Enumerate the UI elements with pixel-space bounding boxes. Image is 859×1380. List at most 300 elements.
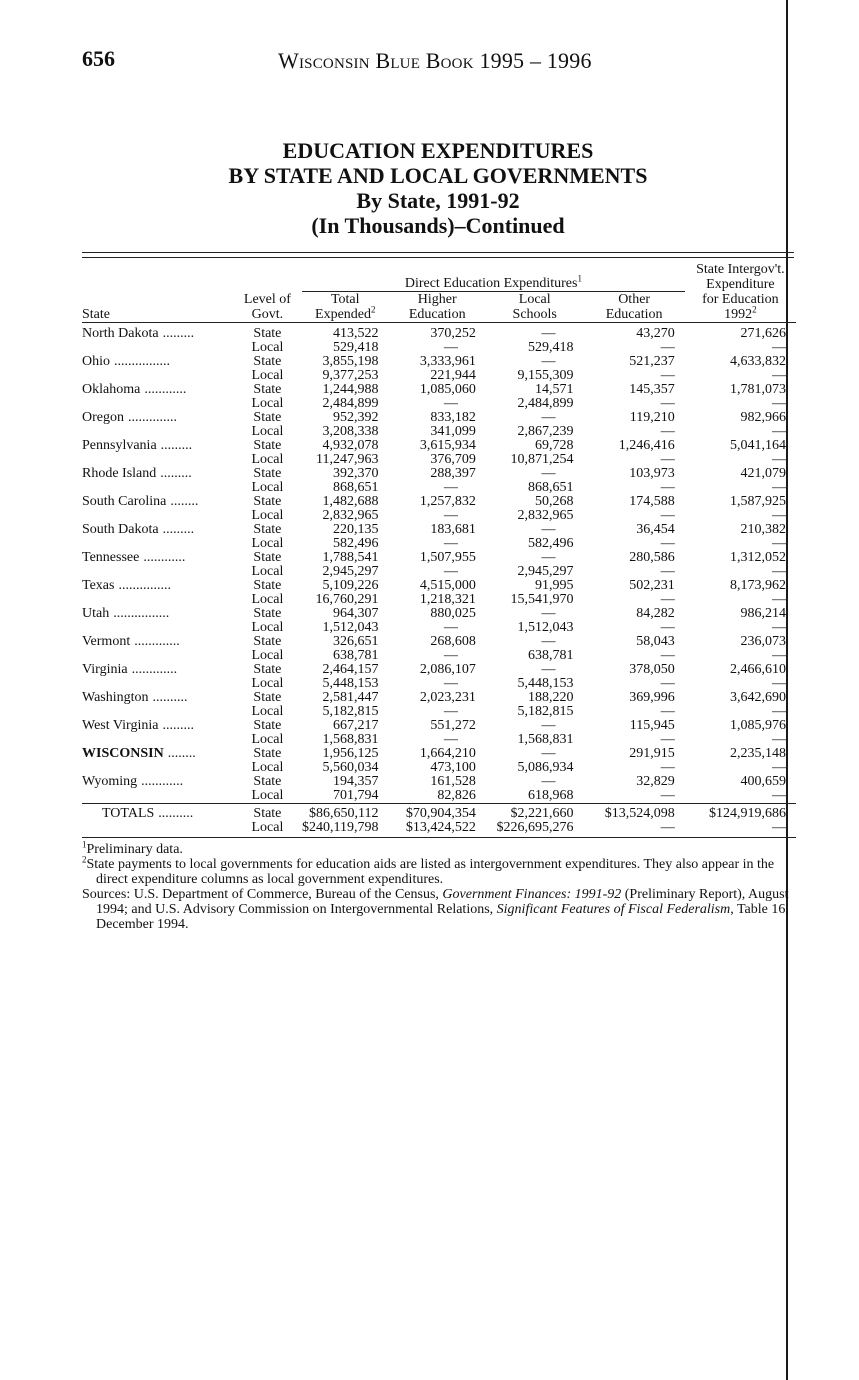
cell-intergov: 1,085,976 — [730, 718, 786, 733]
cell-level: Local — [251, 788, 284, 803]
col-intergov-line-1: State Intergov't. Expenditure — [696, 261, 785, 292]
cell-intergov: 210,382 — [740, 522, 786, 537]
cell-level: Local — [251, 452, 284, 467]
table-row — [82, 691, 796, 705]
table-row — [82, 397, 796, 411]
cell-total: 2,464,157 — [322, 662, 379, 677]
table-row — [82, 593, 796, 607]
cell-state: Ohio ................ — [82, 354, 170, 369]
cell-intergov: — — [772, 648, 786, 663]
table-row — [82, 775, 796, 789]
cell-other: 36,454 — [636, 522, 675, 537]
cell-other: 58,043 — [636, 634, 675, 649]
table-row — [82, 804, 796, 822]
cell-higher: — — [443, 396, 458, 411]
cell-state — [82, 621, 233, 635]
cell-state: Rhode Island ......... — [82, 466, 192, 481]
table-row — [82, 551, 796, 565]
cell-higher: — — [443, 340, 458, 355]
cell-total: 701,794 — [333, 788, 379, 803]
col-level: Level of Govt. — [233, 292, 302, 323]
table-row — [82, 607, 796, 621]
cell-other: — — [660, 340, 675, 355]
cell-local: 91,995 — [535, 578, 574, 593]
cell-intergov: — — [772, 760, 786, 775]
cell-local: 5,448,153 — [517, 676, 574, 691]
table-row — [82, 495, 796, 509]
cell-intergov: — — [772, 732, 786, 747]
top-rule-2 — [82, 257, 794, 258]
cell-other: 103,973 — [629, 466, 675, 481]
cell-total: 326,651 — [333, 634, 379, 649]
cell-level: State — [253, 634, 282, 649]
cell-state: Pennsylvania ......... — [82, 438, 193, 453]
running-head-text: Wisconsin Blue Book 1995 – 1996 — [278, 48, 592, 73]
cell-higher: $70,904,354 — [389, 804, 486, 822]
cell-local: $2,221,660 — [486, 804, 584, 822]
cell-state — [82, 369, 233, 383]
cell-local: — — [541, 550, 556, 565]
cell-level: State — [253, 662, 282, 677]
cell-state: Oklahoma ............ — [82, 382, 187, 397]
cell-state — [82, 789, 233, 804]
cell-level: State — [253, 718, 282, 733]
cell-higher: — — [443, 676, 458, 691]
cell-state: WISCONSIN ........ — [82, 746, 196, 761]
cell-total: 868,651 — [333, 480, 379, 495]
cell-intergov: 2,466,610 — [730, 662, 786, 677]
cell-state: South Carolina ........ — [82, 494, 199, 509]
cell-higher: — — [443, 704, 458, 719]
cell-local: 2,832,965 — [517, 508, 574, 523]
cell-other: 502,231 — [629, 578, 675, 593]
title-line-4: (In Thousands)–Continued — [311, 213, 565, 238]
cell-intergov: — — [685, 821, 796, 838]
cell-other: — — [660, 648, 675, 663]
cell-other: — — [660, 788, 675, 803]
cell-higher: 370,252 — [430, 326, 476, 341]
cell-state: TOTALS .......... — [82, 804, 233, 822]
cell-state — [82, 565, 233, 579]
cell-local: 2,945,297 — [517, 564, 574, 579]
cell-local: — — [541, 634, 556, 649]
table-row — [82, 467, 796, 481]
cell-local: 618,968 — [528, 788, 574, 803]
cell-total: 5,182,815 — [322, 704, 379, 719]
table-row — [82, 761, 796, 775]
table-row — [82, 323, 796, 342]
cell-local: 868,651 — [528, 480, 574, 495]
cell-intergov: — — [772, 508, 786, 523]
cell-level: State — [253, 466, 282, 481]
cell-state: Wyoming ............ — [82, 774, 184, 789]
cell-level: Local — [251, 704, 284, 719]
cell-local: — — [541, 466, 556, 481]
cell-higher: 1,507,955 — [419, 550, 476, 565]
cell-state — [82, 649, 233, 663]
cell-local: 638,781 — [528, 648, 574, 663]
page-number: 656 — [82, 46, 115, 71]
cell-state: Texas ............... — [82, 578, 171, 593]
table-row — [82, 649, 796, 663]
cell-level: State — [253, 326, 282, 341]
cell-state — [82, 593, 233, 607]
cell-state — [82, 509, 233, 523]
cell-intergov: — — [772, 620, 786, 635]
cell-higher: — — [443, 732, 458, 747]
cell-other: — — [660, 760, 675, 775]
cell-higher: 3,333,961 — [419, 354, 476, 369]
cell-other: 378,050 — [629, 662, 675, 677]
cell-intergov: $124,919,686 — [685, 804, 796, 822]
cell-other: — — [660, 704, 675, 719]
cell-higher: 221,944 — [430, 368, 476, 383]
cell-other: — — [660, 732, 675, 747]
cell-state — [82, 425, 233, 439]
cell-intergov: — — [772, 704, 786, 719]
cell-local: 2,867,239 — [517, 424, 574, 439]
cell-other: — — [660, 368, 675, 383]
cell-other: 280,586 — [629, 550, 675, 565]
cell-other: — — [660, 480, 675, 495]
cell-local: 10,871,254 — [510, 452, 574, 467]
cell-total: 667,217 — [333, 718, 379, 733]
cell-intergov: — — [772, 676, 786, 691]
cell-higher: 1,085,060 — [419, 382, 476, 397]
cell-total: 1,568,831 — [322, 732, 379, 747]
table-row — [82, 439, 796, 453]
cell-local: 1,512,043 — [517, 620, 574, 635]
cell-higher: 1,257,832 — [419, 494, 476, 509]
cell-state: Tennessee ............ — [82, 550, 186, 565]
cell-total: 2,484,899 — [322, 396, 379, 411]
cell-intergov: — — [772, 536, 786, 551]
cell-level: Local — [251, 564, 284, 579]
cell-level: Local — [251, 732, 284, 747]
cell-local: — — [541, 606, 556, 621]
cell-total: 2,581,447 — [322, 690, 379, 705]
cell-higher: — — [443, 648, 458, 663]
cell-total: 9,377,253 — [322, 368, 379, 383]
cell-higher: 82,826 — [437, 788, 476, 803]
page-title — [82, 138, 794, 238]
cell-intergov: 2,235,148 — [730, 746, 786, 761]
cell-higher: 1,664,210 — [419, 746, 476, 761]
cell-local: 188,220 — [528, 690, 574, 705]
cell-local: — — [541, 326, 556, 341]
cell-local: — — [541, 718, 556, 733]
cell-intergov: — — [772, 788, 786, 803]
table-row — [82, 341, 796, 355]
cell-state — [82, 677, 233, 691]
table-row — [82, 747, 796, 761]
cell-local: — — [541, 522, 556, 537]
cell-other: 32,829 — [636, 774, 675, 789]
table-row — [82, 355, 796, 369]
cell-intergov: — — [772, 452, 786, 467]
table-row — [82, 579, 796, 593]
table-body — [82, 323, 796, 838]
cell-higher: — — [443, 508, 458, 523]
cell-intergov: 1,781,073 — [730, 382, 786, 397]
cell-intergov: — — [772, 340, 786, 355]
title-line-3: By State, 1991-92 — [356, 188, 520, 213]
cell-state: South Dakota ......... — [82, 522, 195, 537]
cell-level: Local — [251, 340, 284, 355]
cell-total: 5,109,226 — [322, 578, 379, 593]
cell-state — [82, 453, 233, 467]
cell-level: State — [253, 606, 282, 621]
footnotes — [82, 839, 794, 932]
cell-other: 369,996 — [629, 690, 675, 705]
group-header: Direct Education Expenditures$^1$ — [302, 260, 685, 292]
cell-other: — — [660, 396, 675, 411]
table-row — [82, 383, 796, 397]
cell-state: North Dakota ......... — [82, 326, 195, 341]
cell-higher: 268,608 — [430, 634, 476, 649]
cell-higher: 1,218,321 — [419, 592, 476, 607]
sources-note: Sources: U.S. Department of Commerce, Bureau of the Census, Government Finances: 1991-92 (Preliminary Report), August 1994; and U.S. Advisory Commission on Intergovernmental Relations, Significant Features of Fiscal Federalism, Table 16, December 1994. — [82, 887, 789, 932]
cell-intergov: — — [772, 480, 786, 495]
cell-other: — — [660, 452, 675, 467]
cell-intergov: 8,173,962 — [730, 578, 786, 593]
cell-level: State — [233, 804, 302, 822]
cell-total: 11,247,963 — [316, 452, 379, 467]
cell-level: State — [253, 410, 282, 425]
cell-total: 2,832,965 — [322, 508, 379, 523]
table-row — [82, 565, 796, 579]
cell-intergov: 4,633,832 — [730, 354, 786, 369]
cell-higher: — — [443, 480, 458, 495]
table-row — [82, 677, 796, 691]
cell-local: 5,086,934 — [517, 760, 574, 775]
cell-state: Washington .......... — [82, 690, 188, 705]
cell-total: 16,760,291 — [315, 592, 379, 607]
cell-total: 964,307 — [333, 606, 379, 621]
table-header — [82, 260, 796, 323]
cell-local: 582,496 — [528, 536, 574, 551]
cell-level: State — [253, 746, 282, 761]
cell-higher: 183,681 — [430, 522, 476, 537]
cell-local: 14,571 — [535, 382, 574, 397]
top-rule-1 — [82, 252, 794, 253]
col-total: Total Expended$^2$ — [302, 292, 388, 323]
cell-state — [82, 761, 233, 775]
cell-level: State — [253, 494, 282, 509]
cell-level: Local — [251, 592, 284, 607]
cell-state — [82, 537, 233, 551]
cell-total: 1,482,688 — [322, 494, 379, 509]
cell-other: — — [660, 536, 675, 551]
cell-local: — — [541, 662, 556, 677]
cell-level: Local — [233, 821, 302, 838]
col-local: Local Schools — [486, 292, 584, 323]
cell-state — [82, 821, 233, 838]
cell-local: — — [541, 410, 556, 425]
cell-total: 3,855,198 — [322, 354, 379, 369]
expenditures-table — [82, 260, 796, 838]
cell-higher: 2,086,107 — [419, 662, 476, 677]
cell-other: — — [660, 508, 675, 523]
table-row — [82, 481, 796, 495]
cell-intergov: — — [772, 564, 786, 579]
cell-other: — — [660, 620, 675, 635]
cell-total: 1,956,125 — [322, 746, 379, 761]
col-other: Other Education — [584, 292, 685, 323]
cell-local: — — [541, 354, 556, 369]
cell-higher: 880,025 — [430, 606, 476, 621]
cell-other: 145,357 — [629, 382, 675, 397]
cell-state: Vermont ............. — [82, 634, 180, 649]
table-row — [82, 621, 796, 635]
cell-local: 50,268 — [535, 494, 574, 509]
cell-higher: 341,099 — [430, 424, 476, 439]
cell-other: 521,237 — [629, 354, 675, 369]
cell-level: Local — [251, 368, 284, 383]
cell-intergov: 1,587,925 — [730, 494, 786, 509]
cell-total: 1,788,541 — [322, 550, 379, 565]
col-intergov-line-2: for Education 1992$^2$ — [685, 292, 796, 323]
cell-local: 15,541,970 — [510, 592, 574, 607]
cell-other: — — [660, 592, 675, 607]
cell-level: Local — [251, 536, 284, 551]
cell-intergov: — — [772, 368, 786, 383]
cell-intergov: 982,966 — [740, 410, 786, 425]
cell-local: 1,568,831 — [517, 732, 574, 747]
cell-level: Local — [251, 508, 284, 523]
table-row — [82, 789, 796, 804]
cell-local: 9,155,309 — [517, 368, 574, 383]
cell-intergov: 400,659 — [740, 774, 786, 789]
cell-local: 2,484,899 — [517, 396, 574, 411]
table-row — [82, 369, 796, 383]
table-row — [82, 509, 796, 523]
cell-level: Local — [251, 676, 284, 691]
cell-local: $226,695,276 — [486, 821, 584, 838]
cell-intergov: — — [772, 424, 786, 439]
title-line-2: BY STATE AND LOCAL GOVERNMENTS — [228, 163, 648, 188]
table-row — [82, 705, 796, 719]
footnote-1: $^1$Preliminary data. — [82, 839, 183, 857]
cell-level: Local — [251, 620, 284, 635]
cell-state — [82, 397, 233, 411]
cell-total: 413,522 — [333, 326, 379, 341]
title-line-1: EDUCATION EXPENDITURES — [282, 138, 594, 163]
table-row — [82, 663, 796, 677]
cell-local: 69,728 — [535, 438, 574, 453]
cell-other: — — [660, 424, 675, 439]
cell-total: 5,560,034 — [322, 760, 379, 775]
cell-other: 115,945 — [629, 718, 675, 733]
cell-total: 4,932,078 — [322, 438, 379, 453]
cell-higher: 376,709 — [430, 452, 476, 467]
cell-intergov: 5,041,164 — [730, 438, 786, 453]
cell-total: 3,208,338 — [322, 424, 379, 439]
cell-state — [82, 705, 233, 719]
table-row — [82, 523, 796, 537]
cell-other: 291,915 — [629, 746, 675, 761]
cell-higher: $13,424,522 — [389, 821, 486, 838]
cell-intergov: 1,312,052 — [730, 550, 786, 565]
cell-higher: — — [443, 564, 458, 579]
cell-total: $240,119,798 — [302, 821, 388, 838]
cell-total: 5,448,153 — [322, 676, 379, 691]
cell-level: Local — [251, 760, 284, 775]
cell-other: 119,210 — [629, 410, 675, 425]
cell-total: 1,244,988 — [322, 382, 379, 397]
cell-higher: 161,528 — [430, 774, 476, 789]
cell-state: Utah ................ — [82, 606, 170, 621]
cell-higher: — — [443, 620, 458, 635]
cell-other: 43,270 — [636, 326, 675, 341]
cell-other: — — [660, 564, 675, 579]
cell-level: State — [253, 382, 282, 397]
cell-local: 529,418 — [528, 340, 574, 355]
cell-intergov: 3,642,690 — [730, 690, 786, 705]
cell-higher: — — [443, 536, 458, 551]
cell-level: State — [253, 578, 282, 593]
cell-local: — — [541, 746, 556, 761]
cell-higher: 833,182 — [430, 410, 476, 425]
cell-level: State — [253, 550, 282, 565]
cell-level: Local — [251, 480, 284, 495]
cell-total: 392,370 — [333, 466, 379, 481]
table-row — [82, 537, 796, 551]
cell-level: Local — [251, 396, 284, 411]
cell-intergov: — — [772, 592, 786, 607]
cell-total: $86,650,112 — [302, 804, 388, 822]
cell-intergov: 271,626 — [740, 326, 786, 341]
cell-state — [82, 341, 233, 355]
cell-state: Oregon .............. — [82, 410, 177, 425]
cell-other: 84,282 — [636, 606, 675, 621]
cell-state: Virginia ............. — [82, 662, 178, 677]
cell-intergov: 986,214 — [740, 606, 786, 621]
cell-total: 1,512,043 — [322, 620, 379, 635]
col-higher: Higher Education — [389, 292, 486, 323]
cell-level: State — [253, 522, 282, 537]
cell-state — [82, 733, 233, 747]
cell-level: Local — [251, 424, 284, 439]
cell-level: State — [253, 438, 282, 453]
cell-local: — — [541, 774, 556, 789]
table-row — [82, 425, 796, 439]
cell-level: State — [253, 354, 282, 369]
table-row — [82, 453, 796, 467]
cell-higher: 2,023,231 — [419, 690, 476, 705]
cell-other: 1,246,416 — [618, 438, 675, 453]
cell-other: $13,524,098 — [584, 804, 685, 822]
cell-higher: 4,515,000 — [419, 578, 476, 593]
table-row — [82, 821, 796, 838]
table-row — [82, 719, 796, 733]
cell-higher: 551,272 — [430, 718, 476, 733]
cell-other: — — [584, 821, 685, 838]
cell-intergov: 236,073 — [740, 634, 786, 649]
cell-higher: 288,397 — [430, 466, 476, 481]
cell-higher: 3,615,934 — [419, 438, 476, 453]
cell-higher: 473,100 — [430, 760, 476, 775]
table-row — [82, 733, 796, 747]
cell-state: West Virginia ......... — [82, 718, 194, 733]
footnote-2: $^2$State payments to local governments for education aids are listed as intergovernment expenditures. They also appear in the direct expenditure columns as local government expenditures. — [82, 854, 775, 887]
cell-local: 5,182,815 — [517, 704, 574, 719]
cell-total: 220,135 — [333, 522, 379, 537]
cell-total: 638,781 — [333, 648, 379, 663]
cell-total: 582,496 — [333, 536, 379, 551]
cell-state — [82, 481, 233, 495]
col-state: State — [82, 292, 233, 323]
